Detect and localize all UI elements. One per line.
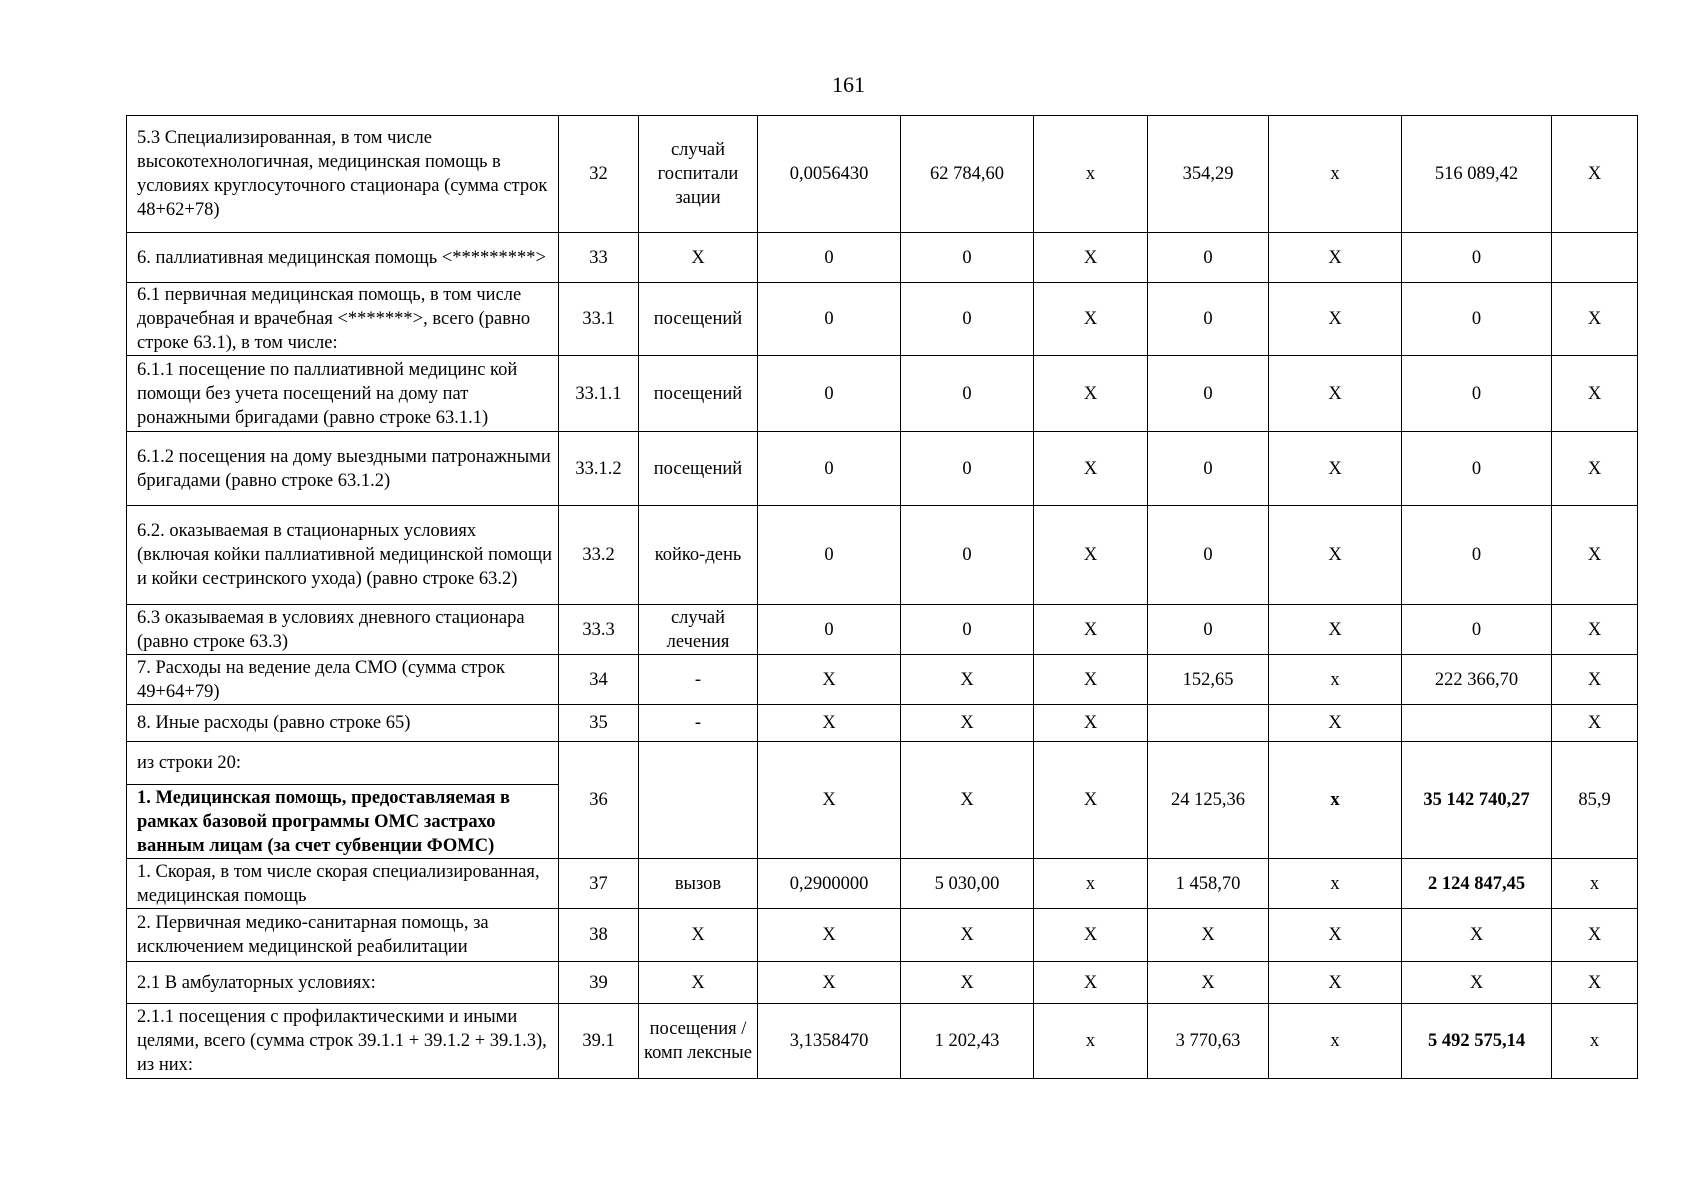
value-cell: Х [1034, 705, 1148, 742]
table-row [127, 909, 1638, 962]
table-row [127, 356, 1638, 432]
value-cell: 1 458,70 [1148, 859, 1269, 909]
value-cell: Х [1269, 432, 1402, 506]
row-name-cell: 2. Первичная медико-санитарная помощь, за исключением медицинской реабилитации [127, 909, 559, 962]
row-code-cell: 33.2 [559, 506, 639, 605]
value-cell: 2 124 847,45 [1402, 859, 1552, 909]
value-cell: х [1034, 859, 1148, 909]
value-cell: Х [1552, 962, 1638, 1004]
value-cell: Х [1034, 356, 1148, 432]
value-cell: Х [1034, 283, 1148, 356]
row-name-cell: 2.1.1 посещения с профилактическими и иными целями, всего (сумма строк 39.1.1 + 39.1.2 + 39.1.3), из них: [127, 1004, 559, 1079]
row-name-cell: 1. Скорая, в том числе скорая специализированная, медицинская помощь [127, 859, 559, 909]
value-cell: Х [1034, 233, 1148, 283]
value-cell: Х [758, 909, 901, 962]
value-cell: Х [1269, 909, 1402, 962]
unit-cell: посещений [639, 283, 758, 356]
value-cell: 0 [758, 356, 901, 432]
value-cell: Х [758, 705, 901, 742]
value-cell: Х [1034, 432, 1148, 506]
value-cell: Х [1552, 116, 1638, 233]
value-cell: х [1552, 859, 1638, 909]
value-cell: 0 [901, 356, 1034, 432]
row-code-cell: 32 [559, 116, 639, 233]
row-code-cell: 36 [559, 742, 639, 859]
table-row [127, 116, 1638, 233]
table-row [127, 605, 1638, 655]
value-cell: 0 [758, 233, 901, 283]
value-cell: Х [1552, 506, 1638, 605]
value-cell: 152,65 [1148, 655, 1269, 705]
value-cell: 62 784,60 [901, 116, 1034, 233]
row-name-cell: 6. паллиативная медицинская помощь <*********> [127, 233, 559, 283]
value-cell: 0,2900000 [758, 859, 901, 909]
table-row [127, 705, 1638, 742]
value-cell: Х [1402, 909, 1552, 962]
row-code-cell: 38 [559, 909, 639, 962]
table-row [127, 742, 1638, 785]
row-name-cell: 6.1.1 посещение по паллиативной медицинс кой помощи без учета посещений на дому пат ронажными бригадами (равно строке 63.1.1) [127, 356, 559, 432]
value-cell: 0 [1402, 356, 1552, 432]
row-name-cell: 6.1 первичная медицинская помощь, в том числе доврачебная и врачебная <*******>, всего (равно строке 63.1), в том числе: [127, 283, 559, 356]
value-cell: 1 202,43 [901, 1004, 1034, 1079]
value-cell: Х [1552, 605, 1638, 655]
value-cell: 0 [1148, 432, 1269, 506]
value-cell: 222 366,70 [1402, 655, 1552, 705]
value-cell: Х [758, 962, 901, 1004]
value-cell: х [1552, 1004, 1638, 1079]
value-cell: Х [1552, 356, 1638, 432]
row-name-cell: 6.1.2 посещения на дому выездными патронажными бригадами (равно строке 63.1.2) [127, 432, 559, 506]
page-number: 161 [832, 72, 865, 97]
row-name-cell: 6.2. оказываемая в стационарных условиях (включая койки паллиативной медицинской помощи и койки сестринского ухода) (равно строке 63.2) [127, 506, 559, 605]
value-cell: 354,29 [1148, 116, 1269, 233]
value-cell: Х [901, 962, 1034, 1004]
section-label-cell: из строки 20: [127, 742, 559, 785]
value-cell: Х [1148, 962, 1269, 1004]
value-cell: 85,9 [1552, 742, 1638, 859]
value-cell: 0 [1148, 605, 1269, 655]
row-code-cell: 37 [559, 859, 639, 909]
unit-cell: Х [639, 909, 758, 962]
value-cell: Х [1269, 705, 1402, 742]
row-code-cell: 39 [559, 962, 639, 1004]
value-cell: 0 [758, 432, 901, 506]
value-cell: Х [1269, 605, 1402, 655]
value-cell: 0 [758, 506, 901, 605]
value-cell: 0 [1402, 233, 1552, 283]
row-code-cell: 33.1.2 [559, 432, 639, 506]
value-cell: 0 [1148, 506, 1269, 605]
value-cell: Х [1552, 655, 1638, 705]
row-name-cell: 7. Расходы на ведение дела СМО (сумма строк 49+64+79) [127, 655, 559, 705]
unit-cell: случай госпитали зации [639, 116, 758, 233]
unit-cell: случай лечения [639, 605, 758, 655]
value-cell: 24 125,36 [1148, 742, 1269, 859]
value-cell: х [1269, 742, 1402, 859]
row-code-cell: 39.1 [559, 1004, 639, 1079]
value-cell: Х [758, 742, 901, 859]
value-cell: 3,1358470 [758, 1004, 901, 1079]
value-cell: Х [901, 909, 1034, 962]
value-cell [1402, 705, 1552, 742]
value-cell: 0 [901, 233, 1034, 283]
unit-cell: вызов [639, 859, 758, 909]
value-cell: Х [901, 705, 1034, 742]
value-cell: Х [901, 742, 1034, 859]
value-cell: 5 030,00 [901, 859, 1034, 909]
unit-cell: посещения /комп лексные [639, 1004, 758, 1079]
value-cell: Х [1269, 283, 1402, 356]
value-cell: 0 [758, 605, 901, 655]
table-row [127, 506, 1638, 605]
value-cell: Х [901, 655, 1034, 705]
value-cell: 0 [1402, 506, 1552, 605]
value-cell: Х [1269, 233, 1402, 283]
value-cell: 0 [1148, 283, 1269, 356]
value-cell: 5 492 575,14 [1402, 1004, 1552, 1079]
unit-cell: посещений [639, 432, 758, 506]
value-cell: 0 [1148, 233, 1269, 283]
table-row [127, 233, 1638, 283]
value-cell: Х [1269, 356, 1402, 432]
unit-cell: Х [639, 233, 758, 283]
value-cell: х [1034, 116, 1148, 233]
value-cell: Х [1034, 742, 1148, 859]
value-cell: 0 [901, 506, 1034, 605]
unit-cell: - [639, 705, 758, 742]
table-row [127, 655, 1638, 705]
value-cell: 0,0056430 [758, 116, 901, 233]
row-code-cell: 33.1 [559, 283, 639, 356]
value-cell: Х [1034, 605, 1148, 655]
value-cell: Х [1034, 506, 1148, 605]
value-cell: 35 142 740,27 [1402, 742, 1552, 859]
unit-cell: Х [639, 962, 758, 1004]
value-cell: х [1269, 116, 1402, 233]
value-cell: 0 [1402, 432, 1552, 506]
value-cell: Х [1552, 909, 1638, 962]
row-name-cell: 6.3 оказываемая в условиях дневного стационара (равно строке 63.3) [127, 605, 559, 655]
value-cell: 0 [901, 605, 1034, 655]
unit-cell [639, 742, 758, 859]
value-cell: Х [1034, 909, 1148, 962]
value-cell: Х [1552, 432, 1638, 506]
value-cell: Х [1552, 705, 1638, 742]
row-code-cell: 34 [559, 655, 639, 705]
table-row [127, 283, 1638, 356]
value-cell: Х [1402, 962, 1552, 1004]
row-name-cell: 1. Медицинская помощь, предоставляемая в рамках базовой программы ОМС застрахо ванным лицам (за счет субвенции ФОМС) [127, 785, 559, 859]
table-row [127, 962, 1638, 1004]
unit-cell: койко-день [639, 506, 758, 605]
value-cell: Х [1269, 506, 1402, 605]
value-cell [1148, 705, 1269, 742]
value-cell: х [1034, 1004, 1148, 1079]
row-code-cell: 35 [559, 705, 639, 742]
table-row [127, 1004, 1638, 1079]
value-cell: х [1269, 859, 1402, 909]
value-cell: Х [1552, 283, 1638, 356]
value-cell: Х [1269, 962, 1402, 1004]
value-cell [1552, 233, 1638, 283]
value-cell: 0 [1402, 605, 1552, 655]
financing-table [126, 115, 1638, 1079]
value-cell: 0 [1402, 283, 1552, 356]
unit-cell: - [639, 655, 758, 705]
row-code-cell: 33.3 [559, 605, 639, 655]
value-cell: 516 089,42 [1402, 116, 1552, 233]
value-cell: 3 770,63 [1148, 1004, 1269, 1079]
value-cell: Х [1034, 962, 1148, 1004]
value-cell: х [1269, 655, 1402, 705]
value-cell: 0 [901, 283, 1034, 356]
row-code-cell: 33 [559, 233, 639, 283]
value-cell: Х [1148, 909, 1269, 962]
value-cell: 0 [901, 432, 1034, 506]
value-cell: х [1269, 1004, 1402, 1079]
unit-cell: посещений [639, 356, 758, 432]
table-row [127, 432, 1638, 506]
value-cell: Х [758, 655, 901, 705]
row-name-cell: 2.1 В амбулаторных условиях: [127, 962, 559, 1004]
table-row [127, 859, 1638, 909]
row-name-cell: 5.3 Специализированная, в том числе высокотехнологичная, медицинская помощь в условиях круглосуточного стационара (сумма строк 48+62+78) [127, 116, 559, 233]
value-cell: Х [1034, 655, 1148, 705]
value-cell: 0 [1148, 356, 1269, 432]
row-name-cell: 8. Иные расходы (равно строке 65) [127, 705, 559, 742]
row-code-cell: 33.1.1 [559, 356, 639, 432]
value-cell: 0 [758, 283, 901, 356]
